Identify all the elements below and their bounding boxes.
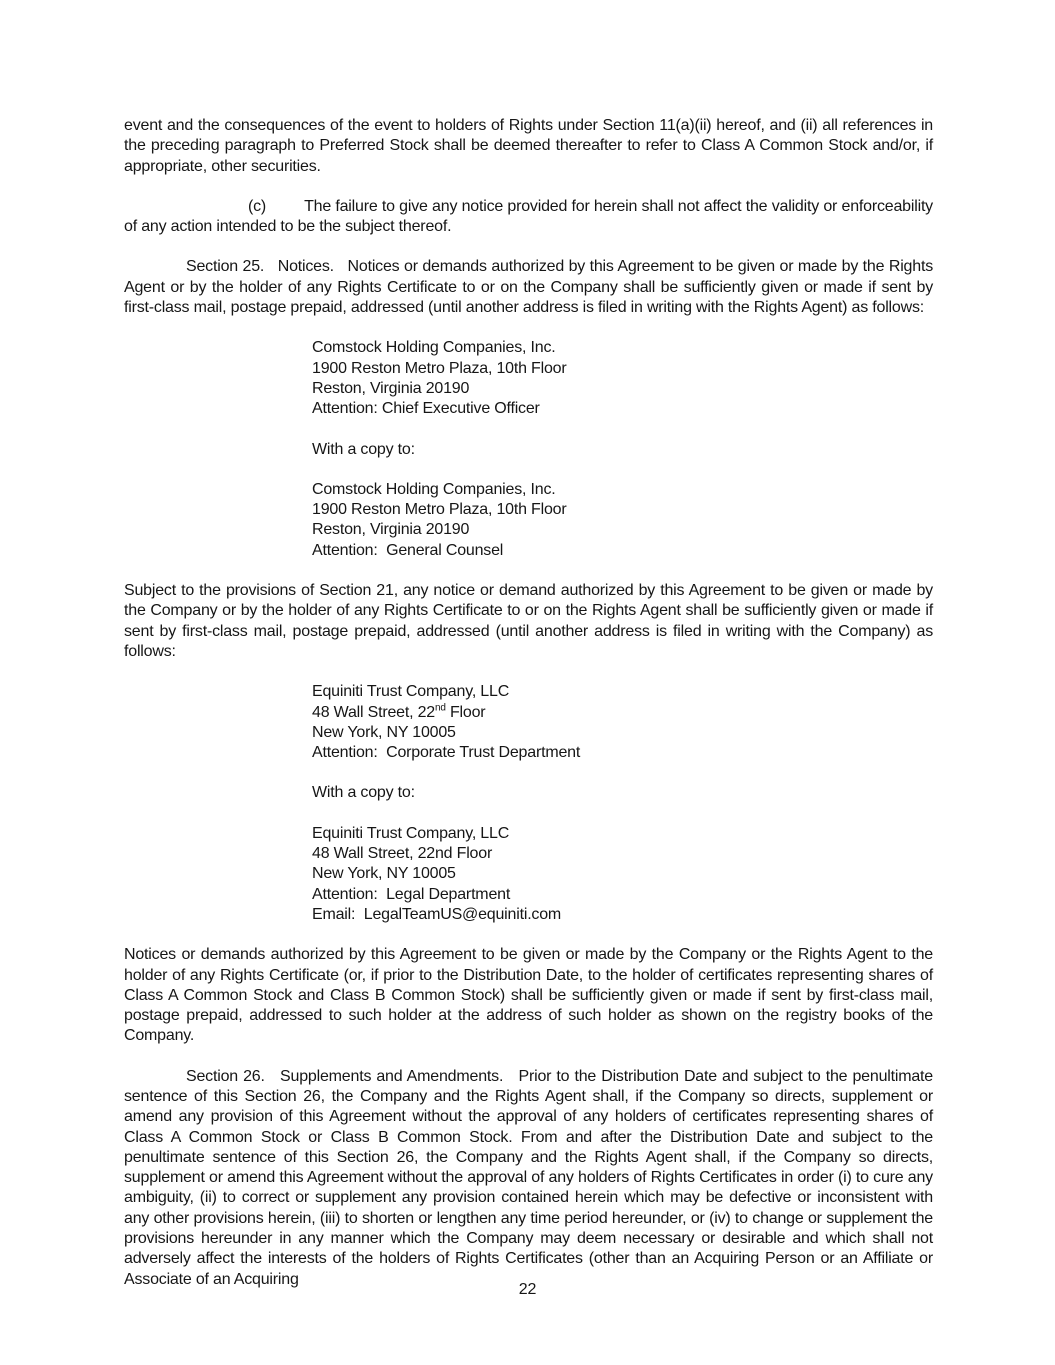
address-line-street: 1900 Reston Metro Plaza, 10th Floor bbox=[312, 501, 567, 519]
notices-demands-paragraph: Notices or demands authorized by this Agreement to be given or made by the Company or the Rights Agent to the holder of any Rights Certificate (or, if prior to the Distribution Date, to the holder of certificates representing shares of Class A Common Stock and Class B Common Stock) shall be sufficiently given or made if sent by first-class mail, postage prepaid, addressed to such holder at the address of such holder as shown on the registry books of the Company. bbox=[124, 946, 933, 1045]
copy-label-1: With a copy to: bbox=[312, 440, 415, 458]
address-line-name: Comstock Holding Companies, Inc. bbox=[312, 480, 556, 498]
address-line-city: Reston, Virginia 20190 bbox=[312, 521, 470, 539]
address-company-copy bbox=[312, 480, 933, 561]
paragraph-c bbox=[124, 197, 933, 238]
subject-to-paragraph: Subject to the provisions of Section 21, any notice or demand authorized by this Agreement to be given or made by the Company or by the holder of any Rights Certificate to or on the Rights Agent shall be sufficiently given or made if sent by first-class mail, postage prepaid, addressed (until another address is filed in writing with the Company) as follows: bbox=[124, 582, 933, 660]
paragraph-c-text: The failure to give any notice provided for herein shall not affect the validity or enforceability of any action intended to be the subject thereof. bbox=[124, 197, 933, 236]
paragraph-intro: event and the consequences of the event to holders of Rights under Section 11(a)(ii) hereof, and (ii) all references in the preceding paragraph to Preferred Stock shall be deemed thereafter to refer to Class A Common Stock and/or, if appropriate, other securities. bbox=[124, 117, 933, 175]
address-line-name: Equiniti Trust Company, LLC bbox=[312, 683, 510, 701]
address-line-city: New York, NY 10005 bbox=[312, 723, 456, 741]
address-line-attention: Attention: Legal Department bbox=[312, 885, 511, 903]
ordinal-superscript: nd bbox=[434, 702, 446, 714]
section-26-paragraph: Section 26. Supplements and Amendments. Prior to the Distribution Date and subject to the penultimate sentence of this Section 26, the Company and the Rights Agent shall, if the Company so directs, supplement or amend any provision of this Agreement without the approval of any holders of certificates representing shares of Class A Common Stock or Class B Common Stock. From and after the Distribution Date and subject to the penultimate sentence of this Section 26, the Company and the Rights Agent shall, if the Company so directs, supplement or amend this Agreement without the approval of any holders of Rights Certificates in order (i) to cure any ambiguity, (ii) to correct or supplement any provision contained herein which may be defective or inconsistent with any other provisions herein, (iii) to shorten or lengthen any time period hereunder, or (iv) to change or supplement the provisions hereunder in any manner which the Company may deem necessary or desirable and which shall not adversely affect the interests of the holders of Rights Certificates (other than an Acquiring Person or an Affiliate or Associate of an Acquiring bbox=[124, 1067, 933, 1288]
address-rights-agent-copy bbox=[312, 824, 933, 925]
address-line-name: Equiniti Trust Company, LLC bbox=[312, 824, 510, 842]
address-line-email: Email: LegalTeamUS@equiniti.com bbox=[312, 905, 562, 923]
page-number: 22 bbox=[518, 1281, 537, 1298]
copy-label-2: With a copy to: bbox=[312, 784, 415, 802]
street-text: 48 Wall Street, 22 bbox=[312, 703, 435, 721]
address-line-attention: Attention: General Counsel bbox=[312, 541, 504, 559]
address-line-street bbox=[312, 703, 933, 723]
address-line-street: 1900 Reston Metro Plaza, 10th Floor bbox=[312, 359, 567, 377]
address-line-attention: Attention: Chief Executive Officer bbox=[312, 400, 540, 418]
address-line-city: Reston, Virginia 20190 bbox=[312, 379, 470, 397]
address-line-attention: Attention: Corporate Trust Department bbox=[312, 744, 581, 762]
section-25-paragraph: Section 25. Notices. Notices or demands authorized by this Agreement to be given or made by the Rights Agent or by the holder of any Rights Certificate to or on the Company shall be sufficiently given or made if sent by first-class mail, postage prepaid, addressed (until another address is filed in writing with the Rights Agent) as follows: bbox=[124, 258, 933, 317]
address-company bbox=[312, 338, 933, 419]
address-line-name: Comstock Holding Companies, Inc. bbox=[312, 339, 556, 357]
street-text-suffix: Floor bbox=[445, 703, 486, 721]
address-rights-agent bbox=[312, 682, 933, 763]
address-line-city: New York, NY 10005 bbox=[312, 865, 456, 883]
paragraph-c-label: (c) bbox=[248, 197, 267, 215]
address-line-street: 48 Wall Street, 22nd Floor bbox=[312, 845, 493, 863]
